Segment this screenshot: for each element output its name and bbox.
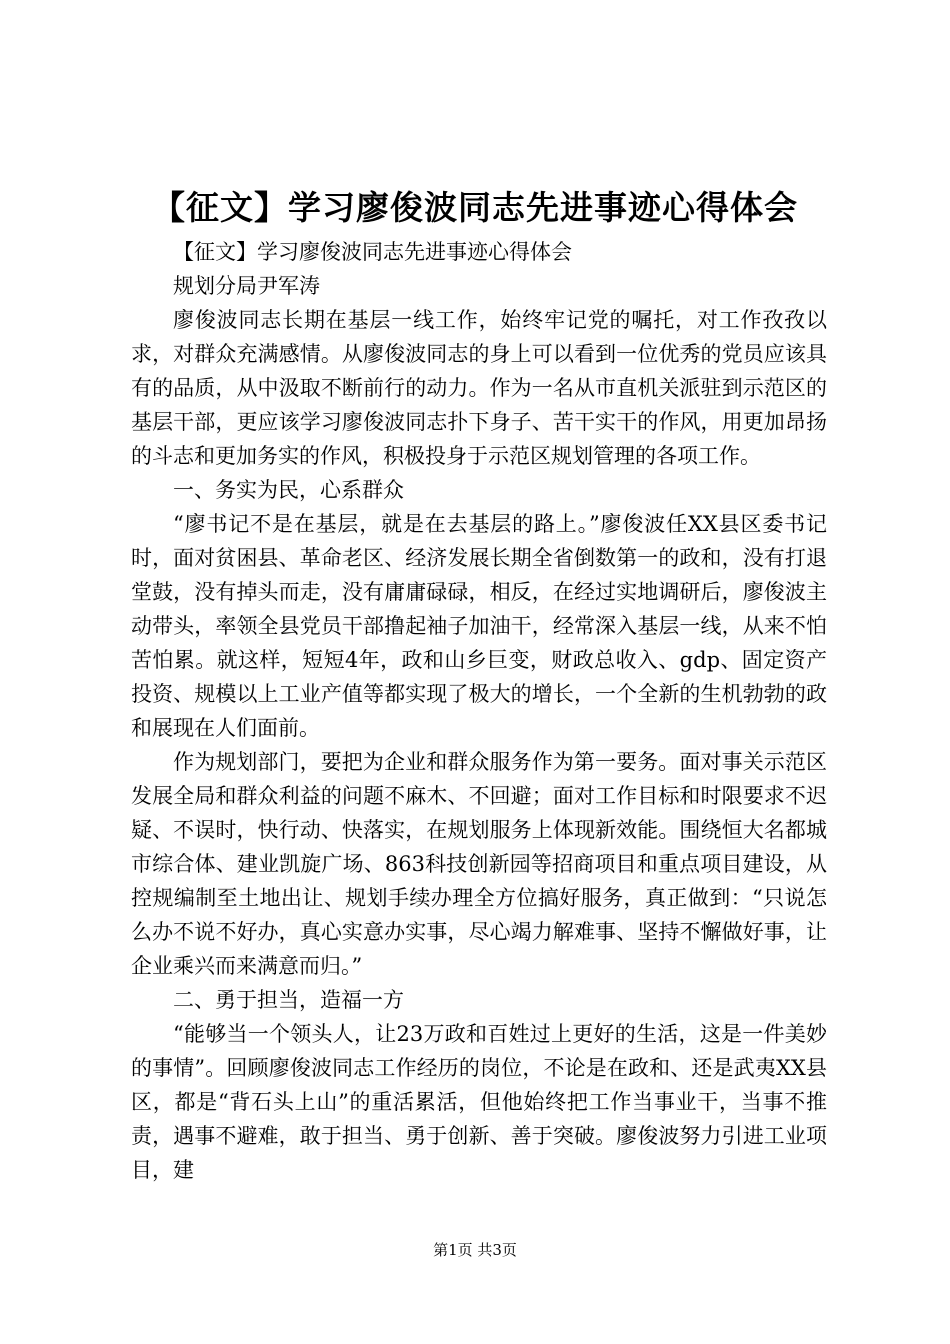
author-line: 规划分局尹军涛 <box>173 274 320 298</box>
body-paragraph: “廖书记不是在基层，就是在去基层的路上。”廖俊波任XX县区委书记时，面对贫困县、革命老区、经济发展长期全省倒数第一的政和，没有打退堂鼓，没有掉头而走，没有庸庸碌碌，相反，在经过实地调研后，廖俊波主动带头，率领全县党员干部撸起袖子加油干，经常深入基层一线，从来不怕苦怕累。就这样，短短4年，政和山乡巨变，财政总收入、gdp、固定资产投资、规模以上工业产值等都实现了极大的增长，一个全新的生机勃勃的政和展现在人们面前。 <box>131 512 827 740</box>
body-paragraph: 作为规划部门，要把为企业和群众服务作为第一要务。面对事关示范区发展全局和群众利益的问题不麻木、不回避；面对工作目标和时限要求不迟疑、不误时，快行动、快落实，在规划服务上体现新效能。围绕恒大名都城市综合体、建业凯旋广场、863科技创新园等招商项目和重点项目建设，从控规编制至土地出让、规划手续办理全方位搞好服务，真正做到：“只说怎么办不说不好办，真心实意办实事，尽心竭力解难事、坚持不懈做好事，让企业乘兴而来满意而归。” <box>131 750 827 978</box>
section-heading: 一、务实为民，心系群众 <box>173 478 404 502</box>
subtitle-line: 【征文】学习廖俊波同志先进事迹心得体会 <box>173 240 572 264</box>
document-title: 【征文】学习廖俊波同志先进事迹心得体会 <box>152 188 798 227</box>
document-body <box>131 235 827 1187</box>
section-heading: 二、勇于担当，造福一方 <box>173 988 404 1012</box>
body-paragraph: “能够当一个领头人，让23万政和百姓过上更好的生活，这是一件美妙的事情”。回顾廖俊波同志工作经历的岗位，不论是在政和、还是武夷XX县区，都是“背石头上山”的重活累活，但他始终把工作当事业干，当事不推责，遇事不避难，敢于担当、勇于创新、善于突破。廖俊波努力引进工业项目，建 <box>131 1022 827 1182</box>
page-footer: 第1页 共3页 <box>433 1241 517 1259</box>
body-paragraph: 廖俊波同志长期在基层一线工作，始终牢记党的嘱托，对工作孜孜以求，对群众充满感情。从廖俊波同志的身上可以看到一位优秀的党员应该具有的品质，从中汲取不断前行的动力。作为一名从市直机关派驻到示范区的基层干部，更应该学习廖俊波同志扑下身子、苦干实干的作风，用更加昂扬的斗志和更加务实的作风，积极投身于示范区规划管理的各项工作。 <box>131 308 827 468</box>
